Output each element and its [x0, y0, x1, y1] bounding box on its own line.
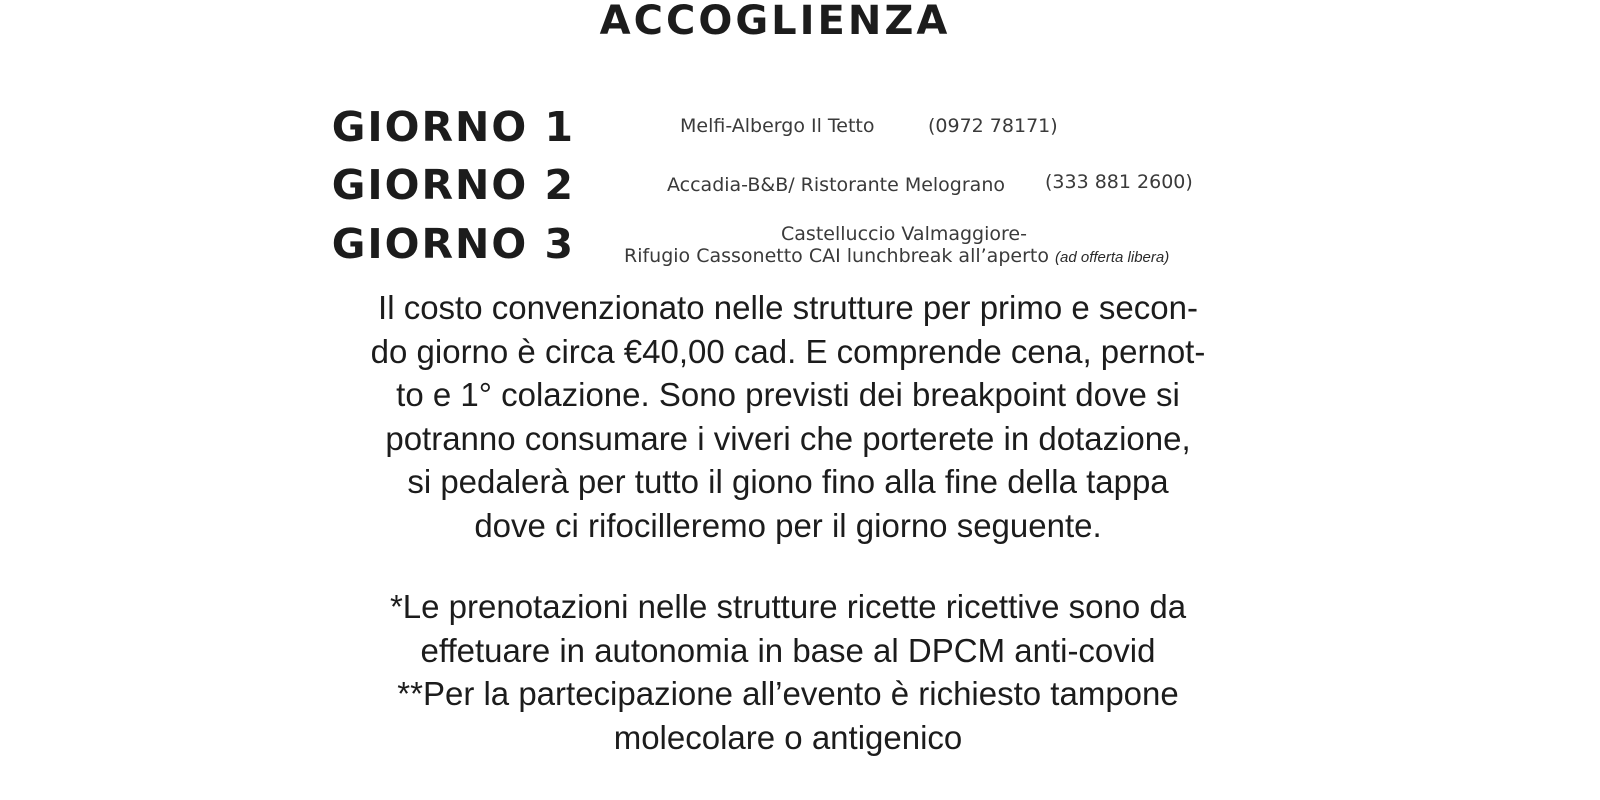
- notes-paragraph-line: **Per la partecipazione all’evento è richiesto tampone: [397, 675, 1179, 712]
- cost-paragraph-line: potranno consumare i viveri che porterete in dotazione,: [385, 419, 1191, 457]
- day-1-phone: (0972 78171): [928, 115, 1058, 137]
- day-2-label: GIORNO 2: [331, 161, 575, 209]
- cost-paragraph-line: Il costo convenzionato nelle strutture per primo e secon-: [378, 289, 1198, 326]
- day-1-place: Melfi-Albergo Il Tetto: [680, 115, 875, 137]
- day-3-place-line1: Castelluccio Valmaggiore-: [781, 223, 1027, 245]
- cost-paragraph-line: do giorno è circa €40,00 cad. E comprende cena, pernot-: [370, 332, 1206, 370]
- day-3-note: (ad offerta libera): [1055, 249, 1170, 266]
- cost-paragraph-line: dove ci rifocilleremo per il giorno seguente.: [474, 506, 1102, 544]
- day-3-place-line2: [624, 245, 1204, 267]
- notes-paragraph-line: effetuare in autonomia in base al DPCM anti-covid: [420, 631, 1156, 669]
- page-title: ACCOGLIENZA: [599, 0, 951, 44]
- cost-paragraph: [320, 286, 1256, 547]
- cost-paragraph-line: to e 1° colazione. Sono previsti dei breakpoint dove si: [396, 376, 1180, 413]
- day-2-place: Accadia-B&B/ Ristorante Melograno: [667, 174, 1005, 196]
- day-3-place-line2-text: Rifugio Cassonetto CAI lunchbreak all’aperto: [624, 245, 1049, 267]
- notes-paragraph: [320, 585, 1256, 759]
- day-1-label: GIORNO 1: [331, 103, 575, 151]
- cost-paragraph-line: si pedalerà per tutto il giono fino alla fine della tappa: [407, 463, 1169, 500]
- notes-paragraph-line: molecolare o antigenico: [613, 718, 963, 756]
- notes-paragraph-line: *Le prenotazioni nelle strutture ricette ricettive sono da: [389, 588, 1187, 625]
- day-3-label: GIORNO 3: [331, 220, 575, 268]
- day-2-phone: (333 881 2600): [1045, 171, 1193, 193]
